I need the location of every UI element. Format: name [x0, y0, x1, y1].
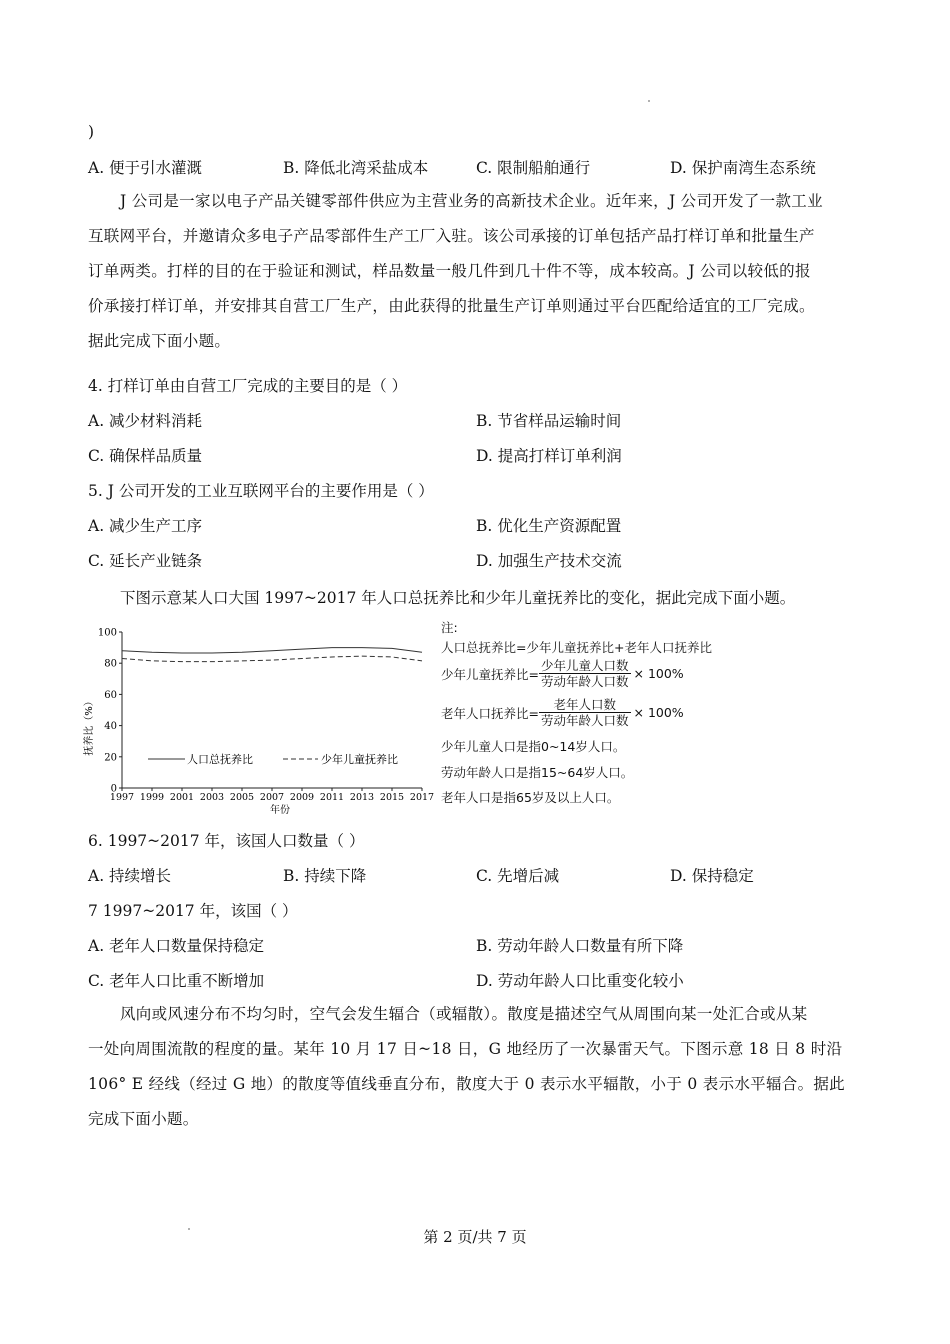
passage-wind-line: 106° E 经线（经过 G 地）的散度等值线垂直分布，散度大于 0 表示水平辐散，小于 0 表示水平辐合。据此: [88, 1075, 845, 1093]
youth-numerator: 少年儿童人口数: [540, 658, 629, 673]
notes-total-ratio: 人口总抚养比=少年儿童抚养比+老年人口抚养比: [441, 640, 712, 655]
passage-j-line: 订单两类。打样的目的在于验证和测试，样品数量一般几件到几十件不等，成本较高。J 公司以较低的报: [88, 262, 811, 280]
q4-option-c: C. 确保样品质量: [88, 447, 203, 465]
q4-option-d: D. 提高打样订单利润: [476, 447, 622, 465]
q7-option-d: D. 劳动年龄人口比重变化较小: [476, 972, 684, 990]
notes-youth-formula: [441, 658, 684, 689]
passage-wind-divergence: [88, 997, 863, 1137]
passage-wind-line: 完成下面小题。: [88, 1110, 199, 1128]
q6-option-a: A. 持续增长: [88, 867, 172, 885]
youth-formula-label: 少年儿童抚养比=: [441, 666, 539, 682]
q6-option-c: C. 先增后减: [476, 867, 560, 885]
notes-def-youth: 少年儿童人口是指0~14岁人口。: [441, 739, 626, 754]
youth-fraction: [539, 658, 631, 689]
notes-title: 注:: [441, 620, 458, 635]
chart-y-axis-label: 抚养比（%）: [84, 696, 95, 756]
page-footer: 第 2 页/共 7 页: [423, 1228, 527, 1246]
scan-dot: [648, 100, 650, 102]
q6-option-b: B. 持续下降: [283, 867, 367, 885]
y-tick-label: 100: [97, 627, 117, 639]
q5-option-c: C. 延长产业链条: [88, 552, 203, 570]
x-tick-label: 2005: [229, 792, 255, 803]
x-tick-label: 2011: [319, 792, 345, 803]
series-line-total-dependency: [122, 648, 422, 653]
q7-option-c: C. 老年人口比重不断增加: [88, 972, 265, 990]
x-tick-label: 1997: [109, 792, 135, 803]
passage-wind-line: 风向或风速分布不均匀时，空气会发生辐合（或辐散）。散度是描述空气从周围向某一处汇合或从某: [120, 1005, 808, 1023]
q5-option-a: A. 减少生产工序: [88, 517, 203, 535]
q3-option-d: D. 保护南湾生态系统: [670, 159, 816, 177]
chart-legend: [148, 752, 398, 766]
x-tick-label: 2015: [379, 792, 405, 803]
y-tick-label: 0: [110, 783, 117, 795]
q3-option-a: A. 便于引水灌溉: [88, 159, 203, 177]
x-tick-label: 2013: [349, 792, 375, 803]
q6-option-d: D. 保持稳定: [670, 867, 754, 885]
series-line-youth-dependency: [122, 656, 422, 661]
x-tick-label: 2003: [199, 792, 225, 803]
dependency-ratio-chart: [80, 618, 440, 818]
passage-wind-line: 一处向周围流散的程度的量。某年 10 月 17 日~18 日，G 地经历了一次暴雷天气。下图示意 18 日 8 时沿: [88, 1040, 843, 1058]
passage-j-line: 价承接打样订单，并安排其自营工厂生产，由此获得的批量生产订单则通过平台匹配给适宜的工厂完成。: [88, 297, 815, 315]
youth-denominator: 劳动年龄人口数: [540, 674, 629, 689]
q4-stem: 4. 打样订单由自营工厂完成的主要目的是（ ）: [88, 377, 408, 395]
q6-stem: 6. 1997~2017 年，该国人口数量（ ）: [88, 832, 365, 850]
passage-j-line: 据此完成下面小题。: [88, 332, 231, 350]
passage-j-line: 互联网平台，并邀请众多电子产品零部件生产工厂入驻。该公司承接的订单包括产品打样订单和批量生产: [88, 227, 815, 245]
youth-times: × 100%: [633, 666, 684, 681]
notes-elder-formula: [441, 697, 684, 728]
q5-stem: 5. J 公司开发的工业互联网平台的主要作用是（ ）: [88, 482, 434, 500]
y-tick-label: 60: [104, 689, 117, 701]
x-tick-label: 2001: [169, 792, 195, 803]
y-tick-label: 40: [104, 721, 117, 733]
passage-j-company: [88, 184, 863, 359]
x-tick-label: 2009: [289, 792, 315, 803]
x-tick-label: 1999: [139, 792, 165, 803]
q7-option-b: B. 劳动年龄人口数量有所下降: [476, 937, 684, 955]
y-tick-label: 80: [104, 658, 117, 670]
elder-times: × 100%: [633, 705, 684, 720]
notes-def-elder: 老年人口是指65岁及以上人口。: [441, 790, 620, 805]
q3-option-c: C. 限制船舶通行: [476, 159, 591, 177]
figure-intro: 下图示意某人口大国 1997~2017 年人口总抚养比和少年儿童抚养比的变化，据此完成下面小题。: [120, 589, 796, 607]
chart-x-ticks: [110, 788, 434, 803]
q4-option-b: B. 节省样品运输时间: [476, 412, 622, 430]
q4-option-a: A. 减少材料消耗: [88, 412, 203, 430]
legend-label-youth: 少年儿童抚养比: [321, 753, 398, 766]
q3-option-b: B. 降低北湾采盐成本: [283, 159, 429, 177]
notes-def-work: 劳动年龄人口是指15~64岁人口。: [441, 765, 634, 780]
chart-y-ticks: [98, 628, 122, 795]
q5-option-b: B. 优化生产资源配置: [476, 517, 622, 535]
elder-denominator: 劳动年龄人口数: [540, 713, 629, 728]
q3-closing-paren: ): [88, 123, 95, 141]
passage-j-line: J 公司是一家以电子产品关键零部件供应为主营业务的高新技术企业。近年来，J 公司开发了一款工业: [120, 192, 823, 210]
q7-stem: 7 1997~2017 年，该国（ ）: [88, 902, 298, 920]
legend-label-total: 人口总抚养比: [187, 753, 253, 766]
elder-fraction: [539, 697, 631, 728]
elder-formula-label: 老年人口抚养比=: [441, 705, 539, 721]
q5-option-d: D. 加强生产技术交流: [476, 552, 622, 570]
chart-x-axis-label: 年份: [270, 805, 290, 816]
q7-option-a: A. 老年人口数量保持稳定: [88, 937, 265, 955]
elder-numerator: 老年人口数: [539, 697, 631, 713]
y-tick-label: 20: [104, 752, 117, 764]
x-tick-label: 2017: [409, 792, 435, 803]
chart-series: [122, 648, 422, 662]
x-tick-label: 2007: [259, 792, 285, 803]
